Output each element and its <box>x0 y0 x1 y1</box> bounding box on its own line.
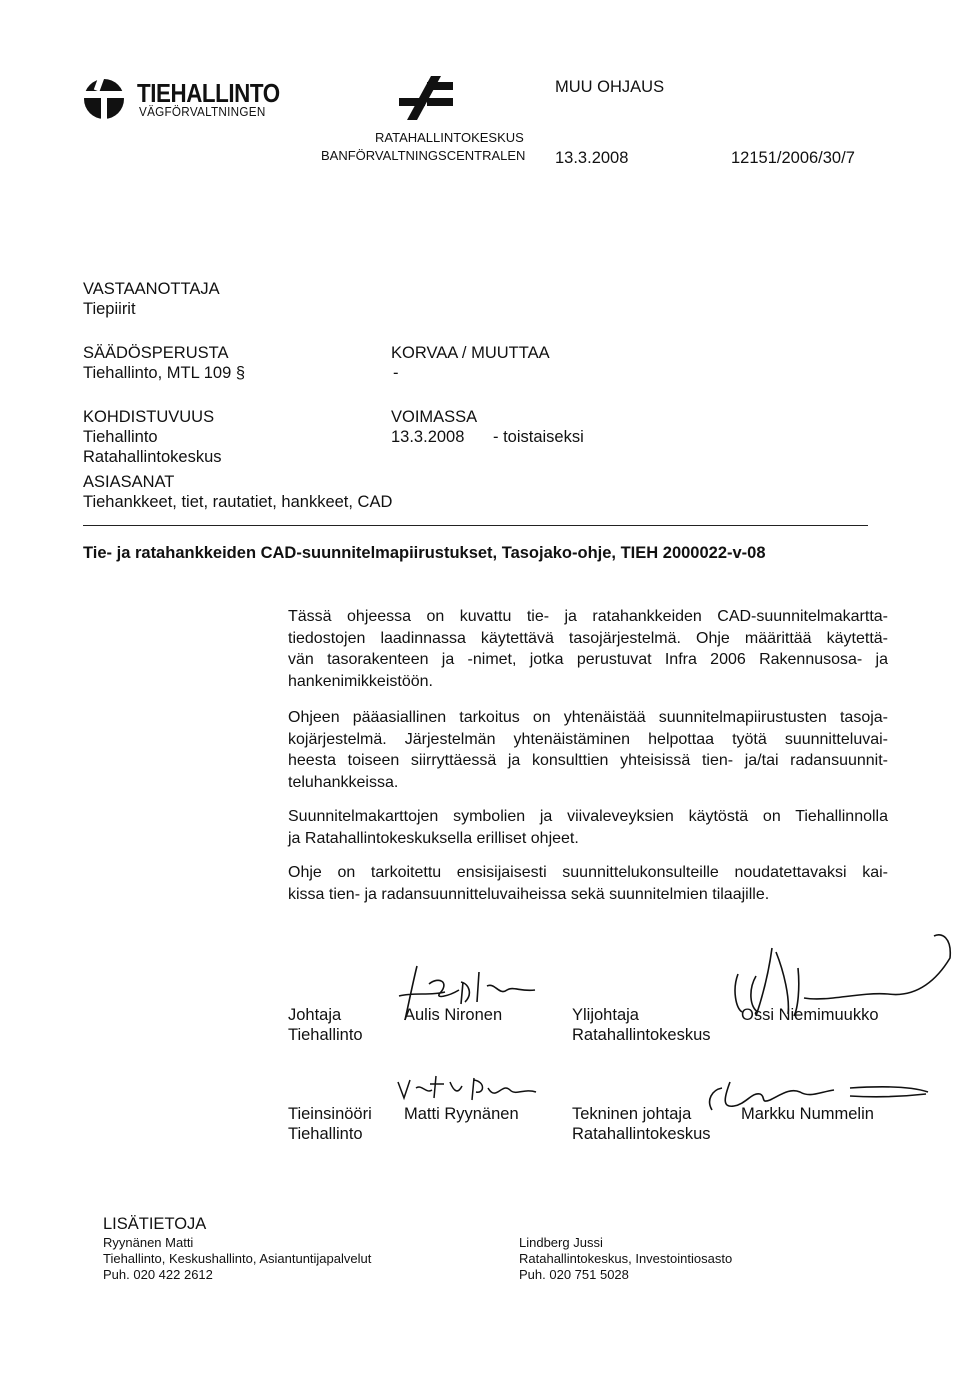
valid-label: VOIMASSA <box>391 408 478 426</box>
paragraph-line: Ohjeen pääasiallinen tarkoitus on yhtenäistää suunnitelmapiirustusten tasoja- <box>288 709 888 726</box>
recipient-value: Tiepiirit <box>83 300 136 318</box>
document-date: 13.3.2008 <box>555 149 629 167</box>
ratahallintokeskus-logo-icon <box>395 76 461 120</box>
recipient-label: VASTAANOTTAJA <box>83 280 220 298</box>
tiehallinto-logo-icon <box>81 77 137 123</box>
signer-1-title: Johtaja <box>288 1006 342 1024</box>
contact-2-phone: Puh. 020 751 5028 <box>519 1267 629 1282</box>
contact-2-name: Lindberg Jussi <box>519 1235 603 1250</box>
contacts-label: LISÄTIETOJA <box>103 1215 207 1233</box>
signer-2-name: Ossi Niemimuukko <box>741 1006 879 1024</box>
paragraph-line: hankenimikkeistöön. <box>288 672 433 690</box>
basis-label: SÄÄDÖSPERUSTA <box>83 344 229 362</box>
signer-4-name: Markku Nummelin <box>741 1105 874 1123</box>
paragraph-3 <box>288 806 888 849</box>
paragraph-line: ja Ratahallintokeskuksella erilliset ohjeet. <box>288 829 579 847</box>
paragraph-line: tiedostojen laadinnassa käytettävä tasojärjestelmä. Ohje määrittää käytettä- <box>288 629 888 647</box>
paragraph-line: Ohje on tarkoitettu ensisijaisesti suunnittelukonsulteille noudatettavaksi kai- <box>288 864 888 881</box>
signer-3-title: Tieinsinööri <box>288 1105 372 1123</box>
signature-ryynanen-icon <box>392 1072 542 1106</box>
signer-4-org: Ratahallintokeskus <box>572 1125 711 1143</box>
signer-4-title: Tekninen johtaja <box>572 1105 692 1123</box>
paragraph-4 <box>288 862 888 905</box>
basis-value: Tiehallinto, MTL 109 § <box>83 364 246 382</box>
valid-until: - toistaiseksi <box>493 428 584 446</box>
paragraph-1 <box>288 606 888 692</box>
signer-3-org: Tiehallinto <box>288 1125 363 1143</box>
paragraph-line: kojärjestelmä. Järjestelmän yhtenäistäminen helpottaa työtä suunnitteluvai- <box>288 730 888 748</box>
contact-1-org: Tiehallinto, Keskushallinto, Asiantuntijapalvelut <box>103 1251 372 1266</box>
signer-2-org: Ratahallintokeskus <box>572 1026 711 1044</box>
signer-3-name: Matti Ryynänen <box>404 1105 519 1123</box>
signer-1-org: Tiehallinto <box>288 1026 363 1044</box>
signer-2-title: Ylijohtaja <box>572 1006 639 1024</box>
keywords-value: Tiehankkeet, tiet, rautatiet, hankkeet, CAD <box>83 493 393 511</box>
paragraph-line: teluhankkeissa. <box>288 773 399 791</box>
tiehallinto-subname: VÄGFÖRVALTNINGEN <box>139 104 266 119</box>
contact-2-org: Ratahallintokeskus, Investointiosasto <box>519 1251 733 1266</box>
document-title: Tie- ja ratahankkeiden CAD-suunnitelmapiirustukset, Tasojako-ohje, TIEH 2000022-v-08 <box>83 544 766 562</box>
contact-1-name: Ryynänen Matti <box>103 1235 194 1250</box>
replaces-label: KORVAA / MUUTTAA <box>391 344 550 362</box>
document-reference: 12151/2006/30/7 <box>731 149 855 167</box>
paragraph-line: Tässä ohjeessa on kuvattu tie- ja ratahankkeiden CAD-suunnitelmakartta- <box>288 608 888 625</box>
paragraph-line: Suunnitelmakarttojen symbolien ja viivaleveyksien käytöstä on Tiehallinnolla <box>288 808 888 825</box>
paragraph-2 <box>288 707 888 793</box>
document-type: MUU OHJAUS <box>555 78 665 96</box>
scope-value-2: Ratahallintokeskus <box>83 448 222 466</box>
contact-1-phone: Puh. 020 422 2612 <box>103 1267 213 1282</box>
title-divider <box>83 525 868 526</box>
replaces-value: - <box>393 364 399 382</box>
ratahallintokeskus-subname: BANFÖRVALTNINGSCENTRALEN <box>321 148 526 163</box>
paragraph-line: vän tasorakenteen ja -nimet, jotka perustuvat Infra 2006 Rakennusosa- ja <box>288 651 888 668</box>
ratahallintokeskus-name: RATAHALLINTOKESKUS <box>375 130 524 145</box>
paragraph-line: heesta toiseen siirryttäessä ja konsulttien yhteisissä tien- ja/tai radansuunnit- <box>288 752 888 769</box>
paragraph-line: kissa tien- ja radansuunnitteluvaiheissa sekä suunnitelmien tilaajille. <box>288 885 770 903</box>
scope-value-1: Tiehallinto <box>83 428 158 446</box>
valid-date: 13.3.2008 <box>391 428 465 446</box>
keywords-label: ASIASANAT <box>83 473 175 491</box>
signer-1-name: Aulis Nironen <box>404 1006 503 1024</box>
scope-label: KOHDISTUVUUS <box>83 408 215 426</box>
tiehallinto-name: TIEHALLINTO <box>137 78 280 108</box>
